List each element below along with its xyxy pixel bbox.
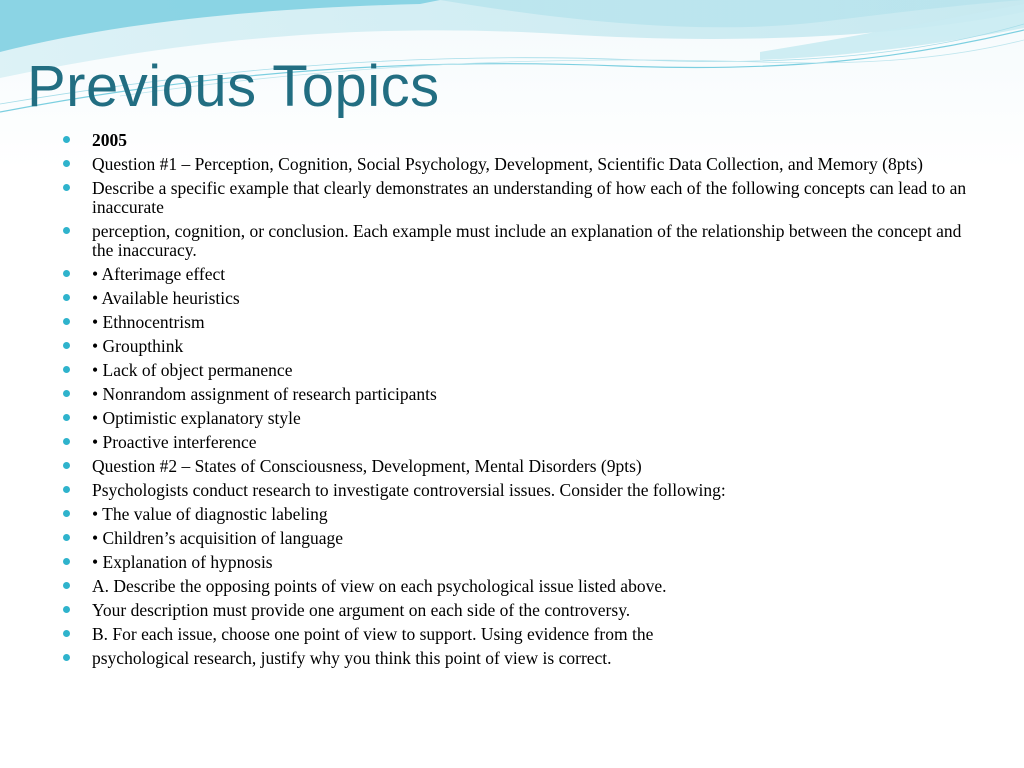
bullet-text: Psychologists conduct research to investigate controversial issues. Consider the following: xyxy=(92,480,726,500)
bullet-dot-icon xyxy=(63,654,70,661)
bullet-item xyxy=(62,505,982,524)
bullet-item xyxy=(62,529,982,548)
bullet-text: • Children’s acquisition of language xyxy=(92,528,344,548)
bullet-dot-icon xyxy=(63,486,70,493)
bullet-dot-icon xyxy=(63,318,70,325)
slide-title: Previous Topics xyxy=(27,54,440,119)
bullet-item xyxy=(62,179,982,217)
bullet-dot-icon xyxy=(63,510,70,517)
bullet-item xyxy=(62,337,982,356)
bullet-text: A. Describe the opposing points of view on each psychological issue listed above. xyxy=(92,576,667,596)
bullet-text: Describe a specific example that clearly demonstrates an understanding of how each of the following concepts can lead to an inaccurate xyxy=(92,178,967,217)
bullet-item xyxy=(62,457,982,476)
bullet-item xyxy=(62,361,982,380)
bullet-item xyxy=(62,131,982,150)
bullet-list xyxy=(62,131,982,673)
bullet-text: • Groupthink xyxy=(92,336,184,356)
bullet-text: • Ethnocentrism xyxy=(92,312,205,332)
bullet-item xyxy=(62,553,982,572)
bullet-text: Question #1 – Perception, Cognition, Social Psychology, Development, Scientific Data Collection, and Memory (8pts) xyxy=(92,154,923,174)
bullet-text: perception, cognition, or conclusion. Each example must include an explanation of the relationship between the concept and the inaccuracy. xyxy=(92,221,962,260)
bullet-text: psychological research, justify why you think this point of view is correct. xyxy=(92,648,612,668)
bullet-dot-icon xyxy=(63,390,70,397)
bullet-dot-icon xyxy=(63,184,70,191)
bullet-item xyxy=(62,577,982,596)
bullet-text: Your description must provide one argument on each side of the controversy. xyxy=(92,600,631,620)
bullet-text: Question #2 – States of Consciousness, Development, Mental Disorders (9pts) xyxy=(92,456,642,476)
bullet-item xyxy=(62,155,982,174)
bullet-text: • Proactive interference xyxy=(92,432,257,452)
bullet-item xyxy=(62,409,982,428)
bullet-item xyxy=(62,433,982,452)
bullet-item xyxy=(62,289,982,308)
bullet-dot-icon xyxy=(63,438,70,445)
bullet-dot-icon xyxy=(63,366,70,373)
bullet-dot-icon xyxy=(63,342,70,349)
bullet-item xyxy=(62,481,982,500)
bullet-dot-icon xyxy=(63,630,70,637)
bullet-item xyxy=(62,625,982,644)
bullet-text: B. For each issue, choose one point of view to support. Using evidence from the xyxy=(92,624,654,644)
bullet-dot-icon xyxy=(63,534,70,541)
bullet-text: • Optimistic explanatory style xyxy=(92,408,301,428)
bullet-item xyxy=(62,313,982,332)
bullet-item xyxy=(62,385,982,404)
bullet-text: • Nonrandom assignment of research participants xyxy=(92,384,437,404)
bullet-dot-icon xyxy=(63,227,70,234)
bullet-dot-icon xyxy=(63,462,70,469)
bullet-item xyxy=(62,265,982,284)
bullet-dot-icon xyxy=(63,270,70,277)
bullet-dot-icon xyxy=(63,606,70,613)
bullet-dot-icon xyxy=(63,558,70,565)
bullet-text: • Lack of object permanence xyxy=(92,360,293,380)
bullet-dot-icon xyxy=(63,160,70,167)
bullet-dot-icon xyxy=(63,582,70,589)
bullet-text: 2005 xyxy=(92,130,127,150)
bullet-text: • Afterimage effect xyxy=(92,264,226,284)
bullet-dot-icon xyxy=(63,136,70,143)
bullet-text: • Explanation of hypnosis xyxy=(92,552,273,572)
bullet-item xyxy=(62,601,982,620)
bullet-item xyxy=(62,649,982,668)
bullet-dot-icon xyxy=(63,294,70,301)
bullet-text: • The value of diagnostic labeling xyxy=(92,504,328,524)
bullet-dot-icon xyxy=(63,414,70,421)
bullet-text: • Available heuristics xyxy=(92,288,240,308)
bullet-item xyxy=(62,222,982,260)
